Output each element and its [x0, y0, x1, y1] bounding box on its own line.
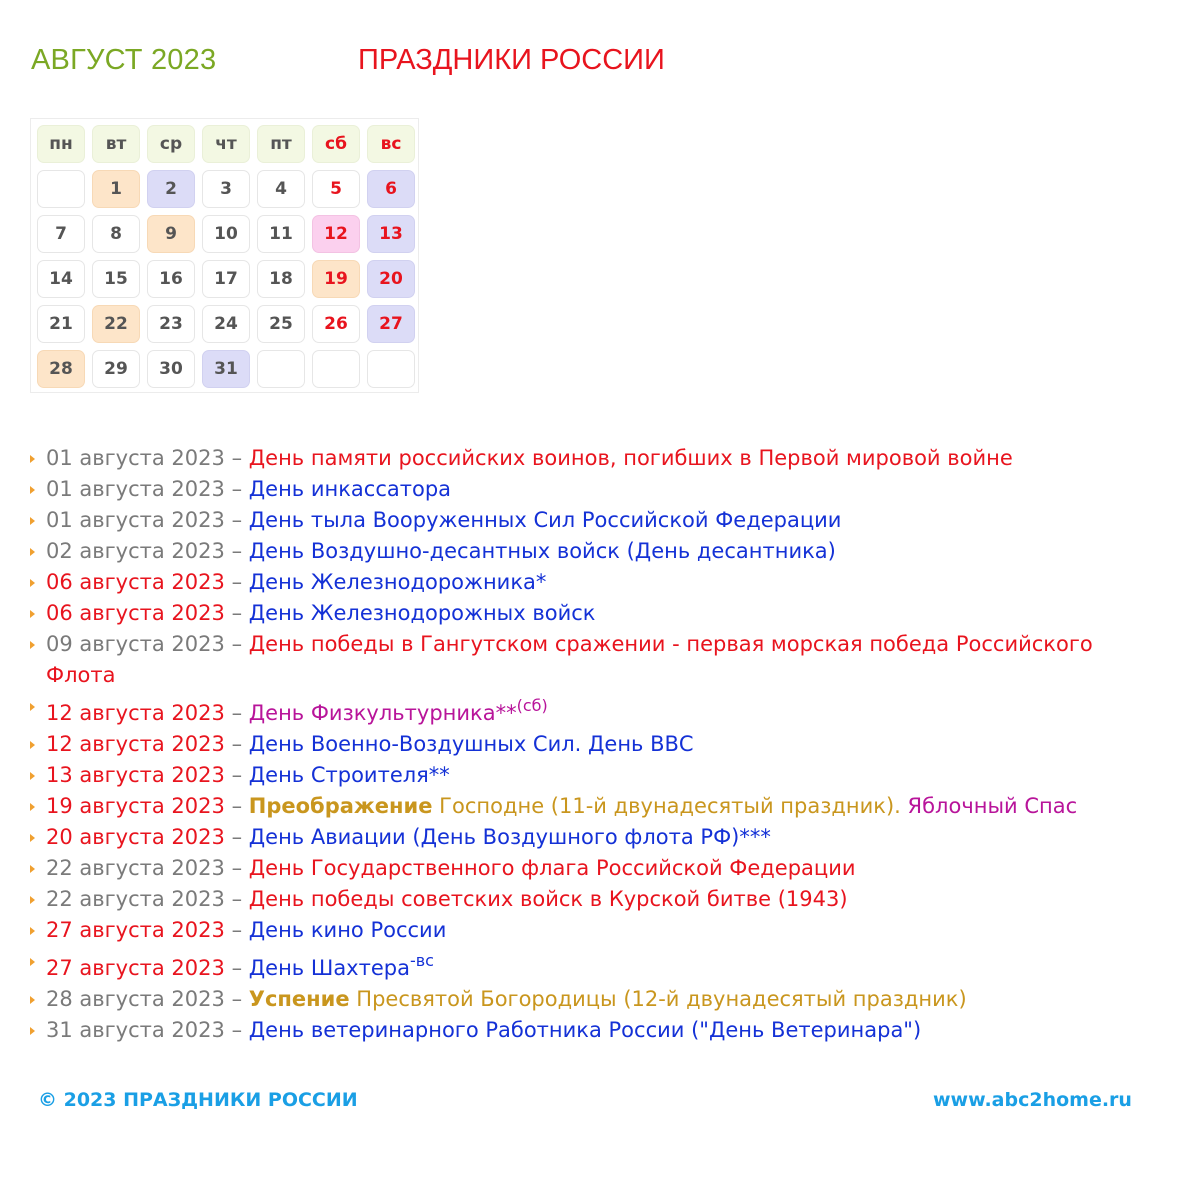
event-date: 01 августа 2023: [46, 477, 225, 501]
event-date: 06 августа 2023: [46, 601, 225, 625]
event-date: 12 августа 2023: [46, 732, 225, 756]
event-title: День кино России: [248, 918, 447, 942]
day-cell: 22: [92, 305, 140, 343]
separator: –: [231, 825, 243, 849]
day-cell: 19: [312, 260, 360, 298]
event-date: 02 августа 2023: [46, 539, 225, 563]
event-title: День победы советских войск в Курской битве (1943): [248, 887, 848, 911]
day-cell: 20: [367, 260, 415, 298]
day-cell: 21: [37, 305, 85, 343]
event-title-extra: Яблочный Спас: [907, 794, 1078, 818]
day-cell: 17: [202, 260, 250, 298]
separator: –: [231, 632, 243, 656]
event-date: 06 августа 2023: [46, 570, 225, 594]
event-title: День Военно-Воздушных Сил. День ВВС: [248, 732, 694, 756]
bullet-arrow-icon: [30, 772, 35, 780]
event-date: 22 августа 2023: [46, 887, 225, 911]
event-date: 01 августа 2023: [46, 446, 225, 470]
separator: –: [231, 918, 243, 942]
bullet-arrow-icon: [30, 610, 35, 618]
bullet-arrow-icon: [30, 927, 35, 935]
event-title: День тыла Вооруженных Сил Российской Федерации: [248, 508, 842, 532]
bullet-arrow-icon: [30, 1027, 35, 1035]
event-title-rest: Пресвятой Богородицы (12-й двунадесятый праздник): [349, 987, 967, 1011]
separator: –: [231, 701, 243, 725]
day-cell: 7: [37, 215, 85, 253]
event-date: 27 августа 2023: [46, 918, 225, 942]
event-date: 01 августа 2023: [46, 508, 225, 532]
day-cell: 2: [147, 170, 195, 208]
day-cell: 8: [92, 215, 140, 253]
day-cell: 15: [92, 260, 140, 298]
bullet-arrow-icon: [30, 486, 35, 494]
day-cell: 6: [367, 170, 415, 208]
event-date: 12 августа 2023: [46, 701, 225, 725]
event-title: День Строителя**: [248, 763, 450, 787]
day-cell: 30: [147, 350, 195, 388]
day-cell: 11: [257, 215, 305, 253]
separator: –: [231, 601, 243, 625]
event-date: 13 августа 2023: [46, 763, 225, 787]
day-cell: 1: [92, 170, 140, 208]
weekday-header: сб: [312, 125, 360, 163]
event-note: -вс: [409, 951, 434, 970]
event-date: 20 августа 2023: [46, 825, 225, 849]
day-cell-empty: [312, 350, 360, 388]
separator: –: [231, 956, 243, 980]
event-note: (сб): [516, 696, 548, 715]
separator: –: [231, 1018, 243, 1042]
bullet-arrow-icon: [30, 834, 35, 842]
event-title: Преображение: [248, 794, 433, 818]
separator: –: [231, 987, 243, 1011]
holidays-title: ПРАЗДНИКИ РОССИИ: [358, 44, 665, 76]
event-title: День инкассатора: [248, 477, 452, 501]
separator: –: [231, 794, 243, 818]
day-cell: 14: [37, 260, 85, 298]
weekday-header: вс: [367, 125, 415, 163]
event-date: 19 августа 2023: [46, 794, 225, 818]
event-title: День Авиации (День Воздушного флота РФ)***: [248, 825, 771, 849]
bullet-arrow-icon: [30, 548, 35, 556]
day-cell: 5: [312, 170, 360, 208]
day-cell: 28: [37, 350, 85, 388]
event-title: Успение: [248, 987, 350, 1011]
copyright-text: © 2023 ПРАЗДНИКИ РОССИИ: [38, 1089, 358, 1111]
event-title: День Железнодорожных войск: [248, 601, 596, 625]
bullet-arrow-icon: [30, 741, 35, 749]
day-cell-empty: [37, 170, 85, 208]
day-cell: 27: [367, 305, 415, 343]
bullet-arrow-icon: [30, 803, 35, 811]
day-cell: 31: [202, 350, 250, 388]
separator: –: [231, 477, 243, 501]
day-cell-empty: [367, 350, 415, 388]
day-cell: 9: [147, 215, 195, 253]
bullet-arrow-icon: [30, 517, 35, 525]
event-title: День ветеринарного Работника России ("День Ветеринара"): [248, 1018, 922, 1042]
event-title-rest: Господне (11-й двунадесятый праздник).: [432, 794, 908, 818]
bullet-arrow-icon: [30, 703, 35, 711]
event-title-continuation: Флота: [46, 663, 116, 687]
day-cell: 25: [257, 305, 305, 343]
event-title: День памяти российских воинов, погибших в Первой мировой войне: [248, 446, 1013, 470]
day-cell: 16: [147, 260, 195, 298]
separator: –: [231, 732, 243, 756]
day-cell: 24: [202, 305, 250, 343]
separator: –: [231, 887, 243, 911]
event-title: День Шахтера: [248, 956, 410, 980]
day-cell: 3: [202, 170, 250, 208]
website-link[interactable]: www.abc2home.ru: [933, 1089, 1132, 1111]
weekday-header: пт: [257, 125, 305, 163]
weekday-header: ср: [147, 125, 195, 163]
weekday-header: пн: [37, 125, 85, 163]
weekday-header: вт: [92, 125, 140, 163]
separator: –: [231, 446, 243, 470]
separator: –: [231, 539, 243, 563]
bullet-arrow-icon: [30, 896, 35, 904]
bullet-arrow-icon: [30, 865, 35, 873]
event-title: День Железнодорожника*: [248, 570, 547, 594]
month-calendar: [30, 118, 419, 393]
month-title: АВГУСТ 2023: [31, 44, 217, 76]
event-title: День Воздушно-десантных войск (День десантника): [248, 539, 836, 563]
bullet-arrow-icon: [30, 455, 35, 463]
bullet-arrow-icon: [30, 579, 35, 587]
event-date: 28 августа 2023: [46, 987, 225, 1011]
weekday-header: чт: [202, 125, 250, 163]
event-title: День победы в Гангутском сражении - первая морская победа Российского: [248, 632, 1093, 656]
separator: –: [231, 856, 243, 880]
day-cell: 12: [312, 215, 360, 253]
bullet-arrow-icon: [30, 958, 35, 966]
separator: –: [231, 508, 243, 532]
day-cell: 10: [202, 215, 250, 253]
event-date: 09 августа 2023: [46, 632, 225, 656]
separator: –: [231, 763, 243, 787]
event-date: 31 августа 2023: [46, 1018, 225, 1042]
day-cell: 4: [257, 170, 305, 208]
day-cell-empty: [257, 350, 305, 388]
day-cell: 13: [367, 215, 415, 253]
day-cell: 26: [312, 305, 360, 343]
day-cell: 29: [92, 350, 140, 388]
day-cell: 18: [257, 260, 305, 298]
day-cell: 23: [147, 305, 195, 343]
event-title: День Физкультурника**: [248, 701, 517, 725]
separator: –: [231, 570, 243, 594]
bullet-arrow-icon: [30, 641, 35, 649]
event-date: 22 августа 2023: [46, 856, 225, 880]
event-date: 27 августа 2023: [46, 956, 225, 980]
event-title: День Государственного флага Российской Федерации: [248, 856, 856, 880]
bullet-arrow-icon: [30, 996, 35, 1004]
